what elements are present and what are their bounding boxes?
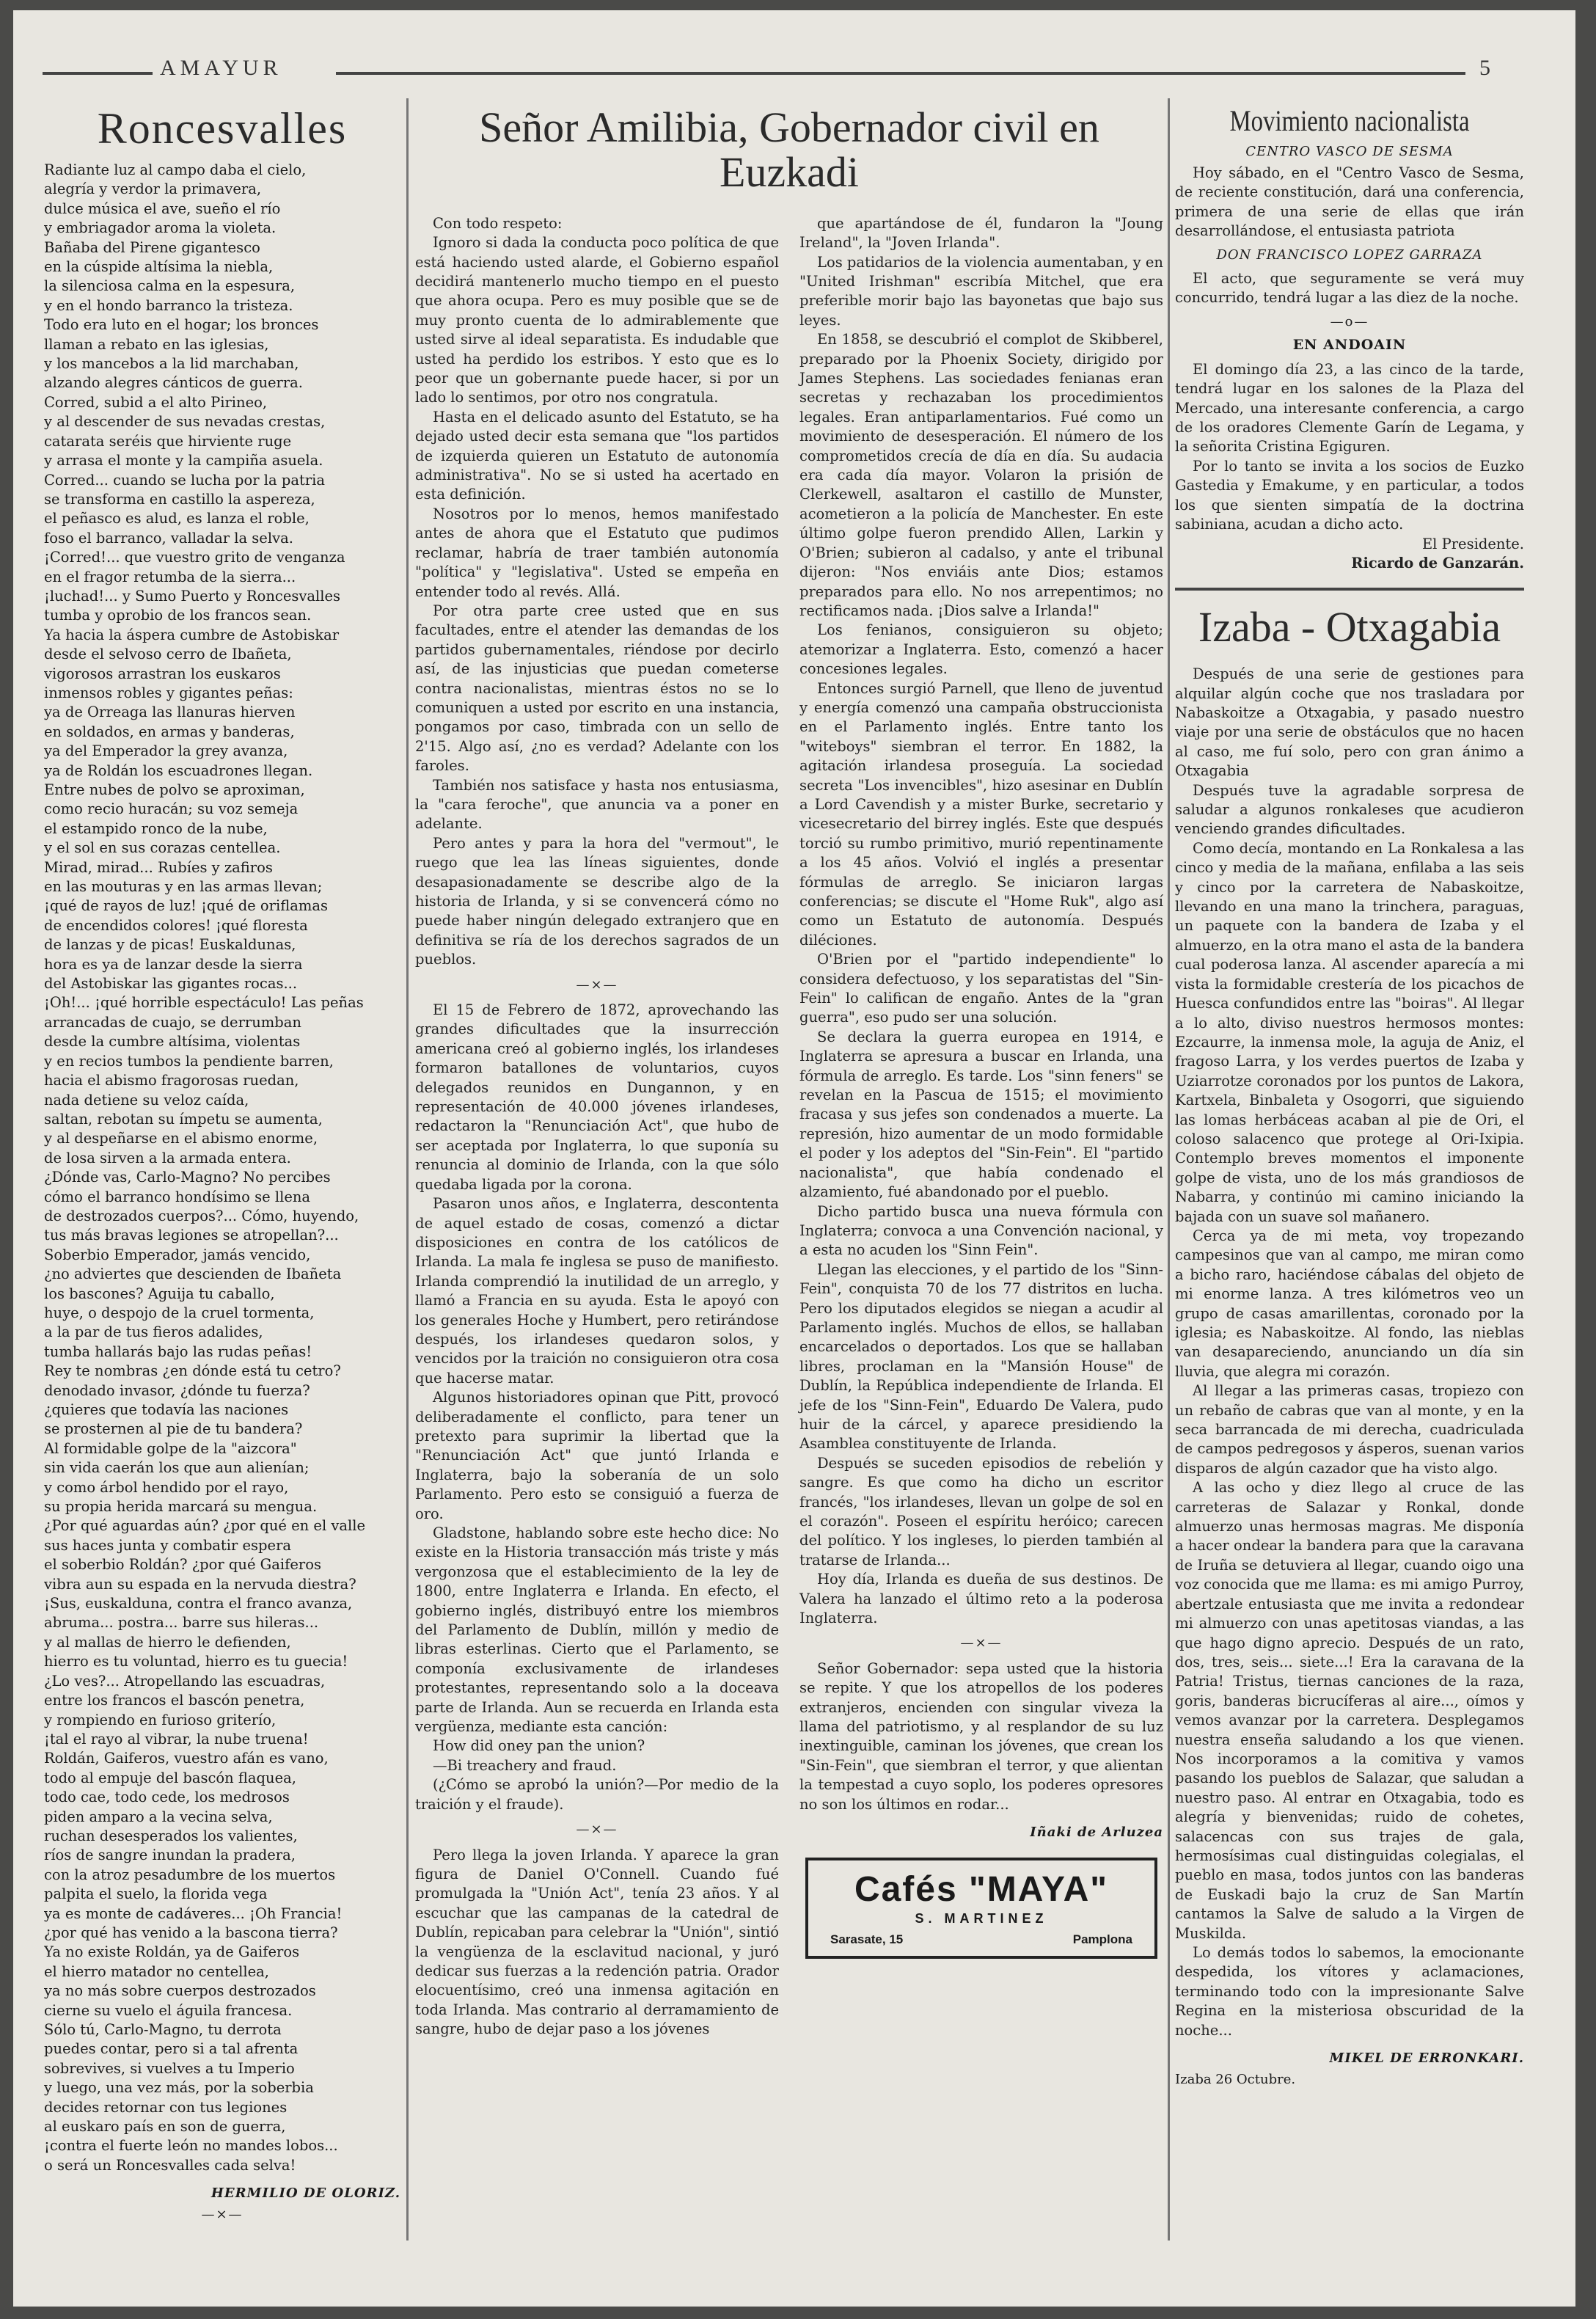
article-paragraph: El 15 de Febrero de 1872, aprovechando las grandes dificultades que la insurrección americana creó al gobierno inglés, los irlandeses formaron batallones de voluntarios, cuyos delegados reunidos en Dungannon, y en representación de 40.000 jóvenes irlandeses, redactaron la "Renunciación Act", que hubo de ser aceptada por Inglaterra, lo que suponía su renuncia al dominio de Irlanda, con la que sólo quedaba ligada por la corona. — [415, 1001, 779, 1193]
poem-verse: el soberbio Roldán? ¿por qué Gaiferos — [44, 1556, 321, 1574]
separator: —o— — [1330, 313, 1369, 329]
poem-verse: con la atroz pesadumbre de los muertos — [44, 1866, 336, 1883]
ad-brand: Cafés "MAYA" — [854, 1870, 1109, 1910]
article-paragraph: En 1858, se descubrió el complot de Skibberel, preparado por la Phoenix Society, dirigido por James Stephens. Las sociedades fenianas eran secretas y rechazaban los procedimientos legales. Eran antiparlamentarios. Fué como un movimiento de desesperación. El número de los comprometidos crecía de día en día. Su audacia era cada día mayor. Volaron la prisión de Clerkewell, asaltaron el castillo de Munster, acometieron a la policía de Manchester. En este último golpe fueron prendido Allen, Larkin y O'Brien; subieron al cadalso, y ante el tribunal dijeron: "Nos enviáis ante Dios; estamos preparados para ello. No nos arrepentimos; no rectificamos nada. ¡Dios salve a Irlanda!" — [799, 331, 1163, 619]
article-paragraph: También nos satisface y hasta nos entusiasma, la "cara feroche", que anuncia va a poner en adelante. — [415, 776, 779, 833]
ad-city: Pamplona — [1072, 1932, 1132, 1947]
sesma-paragraph-2: El acto, que seguramente se verá muy concurrido, tendrá lugar a las diez de la noche. — [1175, 270, 1524, 307]
izaba-paragraph: A las ocho y diez llego al cruce de las carreteras de Salazar y Ronkal, donde almuerzo unas hermosas magras. Me disponía a hacer ondear la bandera para que la caravana de Iruña se detuviera al llegar, cuando oigo una voz conocida que me llama: es mi amigo Purroy, abertzale entusiasta que me invita a redondear mi almuerzo con unas apetitosas viandas, a las que hago digno aprecio. Después de un rato, dos, tres, seis... siete...! Era la caravana de la Patria! Tristus, tiernas canciones de la raza, goris, banderas bicrucíferas al aire..., oímos y vemos avanzar por la carretera. Desplegamos nuestra enseña saludando a los que vienen. Nos incorporamos a la comitiva y vamos pasando los pueblos de Salazar, que saludan a nuestro paso. Al entrar en Otxagabia, todo es alegría y bienvenidas; ruido de cohetes, salacencas con sus trajes de gala, hermosísimas cual distinguidas colegialas, el pueblo en masa, todos juntos con las banderas de Euskadi bajo la cruz de San Martín cantamos la Salve de saludo a la Virgen de Muskilda. — [1175, 1479, 1524, 1942]
poem-verse: ¡tal el rayo al vibrar, la nube truena! — [44, 1730, 309, 1748]
separator: —×— — [576, 1822, 618, 1838]
article-paragraph: Hasta en el delicado asunto del Estatuto, se ha dejado usted decir esta semana que "los partidos de izquierda quieren un Estatuto de autonomía administrativa". No se si usted ha acertado en esta definición. — [415, 408, 779, 503]
poem-verse: en el fragor retumba de la sierra... — [44, 568, 296, 585]
poem-verse: desde el selvoso cerro de Ibañeta, — [44, 646, 292, 663]
izaba-paragraph: Después de una serie de gestiones para alquilar algún coche que nos trasladara por Nabaskoitze a Otxagabia, y pasado nuestro viaje por una serie de obstáculos que no hacen al caso, me fuí solo, pero con gran ánimo a Otxagabia — [1175, 665, 1524, 780]
izaba-paragraph: Lo demás todos lo sabemos, la emocionante despedida, los vítores y aclamaciones, terminando todo con la impresionante Salve Regina en la misteriosa obscuridad de la noche... — [1175, 1944, 1524, 2039]
poem-verse: cómo el barranco hondísimo se llena — [44, 1188, 311, 1205]
article-paragraph: Pero llega la joven Irlanda. Y aparece la gran figura de Daniel O'Connell. Cuando fué promulgada la "Unión Act", tenía 23 años. Y al escuchar que las campanas de la catedral de Dublín, repicaban para celebrar la "Unión", sintió la vengüenza de la esclavitud nacional, y juró dedicar sus fuerzas a la redención patria. Orador elocuentísimo, creó una inmensa agitación en toda Irlanda. Mas contrario al derramamiento de sangre, hubo de dejar paso a los jóvenes — [415, 1846, 779, 2038]
cafes-maya-advertisement — [805, 1858, 1157, 1959]
izaba-paragraph: Cerca ya de mi meta, voy tropezando campesinos que van al campo, me miran como a bicho raro, haciéndose cábalas del objeto de mi enorme lanza. A tres kilómetros veo un grupo de casas amarillentas, coronado por la iglesia; es Nabaskoitze. Al fondo, las nieblas van desapareciendo, anunciando un día sin lluvia, que alegra mi corazón. — [1175, 1227, 1524, 1380]
poem-verse: dulce música el ave, sueño el río — [44, 200, 281, 217]
article-paragraph: Dicho partido busca una nueva fórmula con Inglaterra; convoca a una Convención nacional, y a esta no acuden los "Sinn Fein". — [799, 1202, 1163, 1259]
izaba-signature: MIKEL DE ERRONKARI. — [1329, 2050, 1524, 2067]
news-column — [1175, 106, 1524, 2255]
article-right-column — [799, 214, 1163, 2039]
poem-verse: sus haces junta y combatir espera — [44, 1536, 292, 1554]
president-name: Ricardo de Ganzarán. — [1351, 554, 1524, 571]
article-right-text — [799, 214, 1163, 1814]
poem-verse: hacia el abismo fragorosas ruedan, — [44, 1072, 299, 1089]
article-paragraph: Gladstone, hablando sobre este hecho dice: No existe en la Historia transacción más triste y más vergonzosa que el establecimiento de la ley de 1800, entre Inglaterra e Irlanda. En efecto, el gobierno inglés, distribuyó entre los miembros del Parlamento de Dublín, millón y medio de libras esterlinas. Cierto que el Parlamento, se componía exclusivamente de irlandeses protestantes, representando solo a la doceava parte de Irlanda. Aun se recuerda en Irlanda esta vergüenza, mediante esta canción: — [415, 1524, 779, 1736]
poem-verse: arrancadas de cuajo, se derrumban — [44, 1013, 301, 1031]
poem-verse: hierro es tu voluntad, hierro es tu guecia! — [44, 1653, 348, 1670]
poem-verse: alegría y verdor la primavera, — [44, 180, 262, 198]
poem-verse: tumba y oprobio de los francos sean. — [44, 607, 312, 624]
poem-verse: cierne su vuelo el águila francesa. — [44, 2001, 293, 2019]
poem-verse: y el sol en sus corazas centellea. — [44, 839, 281, 857]
article-title: Señor Amilibia, Gobernador civil en Euzkadi — [479, 106, 1099, 196]
poem-verse: ¡Corred!... que vuestro grito de venganza — [44, 549, 345, 566]
poem-verse: ¡luchad!... y Sumo Puerto y Roncesvalles — [44, 587, 341, 605]
poem-verse: los bascones? Aguija tu caballo, — [44, 1285, 275, 1302]
poem-verse: su propia herida marcará su mengua. — [44, 1498, 318, 1516]
poem-verse: y arrasa el monte y la campiña asuela. — [44, 452, 323, 470]
andoain-subhead: EN ANDOAIN — [1292, 336, 1407, 353]
poem-verse: todo al empuje del bascón flaquea, — [44, 1769, 296, 1786]
poem-verse: alzando alegres cánticos de guerra. — [44, 374, 304, 392]
poem-verse: de lanzas y de picas! Euskaldunas, — [44, 936, 296, 954]
poem-verse: Rey te nombras ¿en dónde está tu cetro? — [44, 1362, 341, 1380]
poem-verse: y rompiendo en furioso griterío, — [44, 1711, 277, 1728]
poem-verse: Todo era luto en el hogar; los bronces — [44, 316, 319, 334]
andoain-paragraph: El domingo día 23, a las cinco de la tarde, tendrá lugar en los salones de la Plaza del Mercado, una interesante conferencia, a cargo de los oradores Clemente Garín de Legama, y la señorita Cristina Egiguren. — [1175, 360, 1524, 456]
poem-verse: ya no más sobre cuerpos destrozados — [44, 1982, 316, 2000]
article-paragraph: Llegan las elecciones, y el partido de los "Sinn-Fein", conquista 70 de los 77 distritos en lucha. Pero los diputados elegidos se niegan a acudir al Parlamento inglés. Muchos de ellos, se hallaban encarcelados o deportados. Los que se hallaban libres, proclaman en la "Mansión House" de Dublín, la República independiente de Irlanda. El jefe de los "Sinn-Fein", Eduardo De Valera, pudo huir de la cárcel, y aparece presidiendo la Asamblea constituyente de Irlanda. — [799, 1260, 1163, 1453]
poem-verse: vigorosos arrastran los euskaros — [44, 665, 281, 682]
poem-verse: se prosternen al pie de tu bandera? — [44, 1420, 303, 1438]
poem-verse: puedes contar, pero si a tal afrenta — [44, 2040, 299, 2058]
poem-verse: sobrevives, si vuelves a tu Imperio — [44, 2059, 295, 2077]
column-divider — [1168, 98, 1170, 2241]
poem-verses — [44, 161, 400, 2175]
poem-verse: Al formidable golpe de la "aizcora" — [44, 1439, 297, 1457]
article-paragraph: Los fenianos, consiguieron su objeto; atemorizar a Inglaterra. Esto, comenzó a hacer concesiones legales. — [799, 621, 1163, 678]
poem-verse: hora es ya de lanzar desde la sierra — [44, 955, 303, 973]
poem-verse: en la cúspide altísima la niebla, — [44, 258, 274, 276]
poem-column — [44, 106, 400, 2255]
poem-verse: desde la cumbre altísima, violentas — [44, 1033, 301, 1051]
poem-verse: Mirad, mirad... Rubíes y zafiros — [44, 858, 273, 876]
poem-verse: ya del Emperador la grey avanza, — [44, 742, 288, 760]
poem-verse: en las mouturas y en las armas llevan; — [44, 878, 323, 896]
article-paragraph: Los patidarios de la violencia aumentaban, y en "United Irishman" escribía Mitchel, que era preferible morir bajo las bayonetas que bajo sus leyes. — [799, 253, 1163, 329]
poem-signature: HERMILIO DE OLORIZ. — [211, 2185, 400, 2202]
poem-verse: foso el barranco, valladar la selva. — [44, 529, 293, 547]
article-paragraph: que apartándose de él, fundaron la "Joung Ireland", la "Joven Irlanda". — [799, 214, 1163, 252]
izaba-paragraph: Después tuve la agradable sorpresa de saludar a algunos ronkaleses que acudieron venciendo grandes dificultades. — [1175, 781, 1524, 838]
poem-verse: Ya hacia la áspera cumbre de Astobiskar — [44, 626, 340, 643]
poem-verse: Sólo tú, Carlo-Magno, tu derrota — [44, 2021, 282, 2038]
ad-owner: S. MARTINEZ — [915, 1911, 1048, 1927]
newspaper-page — [13, 10, 1575, 2307]
poem-verse: inmensos robles y gigantes peñas: — [44, 684, 293, 701]
poem-verse: y como árbol hendido por el rayo, — [44, 1478, 289, 1496]
poem-verse: ríos de sangre inundan la pradera, — [44, 1847, 296, 1864]
article-paragraph: Nosotros por lo menos, hemos manifestado antes de ahora que el Estatuto que pudimos reclamar, habría de traer también autonomía "política" y "legislativa". Usted se empeña en entender todo al revés. Allá. — [415, 505, 779, 600]
izaba-paragraph: Como decía, montando en La Ronkalesa a las cinco y media de la mañana, enfilaba a las seis y cinco por la carretera de Nabaskoitze, llevando en una mano la trinchera, paraguas, un paquete con la bandera de Izaba y el almuerzo, en la otra mano el asta de la bandera cual poderosa lanza. Al ascender aparecía a mi vista la formidable crestería de los picachos de Huesca confundidos entre las "boiras". Al llegar a lo alto, diviso nuestros hermosos montes: Ezcaurre, la inmensa mole, la aguja de Aniz, el fragoso Larra, y los verdes puertos de Izaba y Uziarrotze coronados por los puntos de Lakora, Kartxela, Binbaleta y Osogorri, que siguiendo las lomas herbáceas acaban al pie de Ori, el coloso salacenco que protege al Ori-Ixipia. Contemplo breves momentos el imponente golpe de vista, uno de los más grandiosos de Nabarra, y continúo mi camino iniciando la bajada con un suave sol mañanero. — [1175, 839, 1524, 1225]
poem-verse: como recio huracán; su voz semeja — [44, 800, 299, 818]
masthead-rule-left — [43, 72, 153, 75]
poem-verse: denodado invasor, ¿dónde tu fuerza? — [44, 1381, 310, 1399]
poem-verse: de destrozados cuerpos?... Cómo, huyendo, — [44, 1207, 359, 1224]
article-paragraph: O'Brien por el "partido independiente" lo considera defectuoso, y los separatistas del "Sin-Fein" lo califican de engaño. Antes de la "gran guerra", eso pudo ser una solución. — [799, 951, 1163, 1026]
poem-verse: abruma... postra... barre sus hileras... — [44, 1614, 319, 1632]
article-paragraph: (¿Cómo se aprobó la unión?—Por medio de la traición y el fraude). — [415, 1776, 779, 1813]
article-paragraph: Después se suceden episodios de rebelión y sangre. Es que como ha dicho un escritor francés, "los irlandeses, llevan un golpe de sol en el corazón". Poseen el espíritu heróico; carecen del político. Y los ingleses, lo pierden también al tratarse de Irlanda... — [799, 1454, 1163, 1568]
andoain-paragraph-2: Por lo tanto se invita a los socios de Euzko Gastedia y Emakume, y en particular, a todos los que sienten simpatía de la doctrina sabiniana, acudan a dicho acto. — [1175, 457, 1524, 533]
poem-verse: vibra aun su espada en la nervuda diestra? — [44, 1575, 356, 1593]
article-left-column — [415, 214, 779, 2039]
izaba-dateline: Izaba 26 Octubre. — [1175, 2072, 1296, 2088]
izaba-paragraph: Al llegar a las primeras casas, tropiezo con un rebaño de cabras que van al monte, y en la seca barrancada de mi derecha, cuadriculada de campos pedregosos y ásperos, suenan varios disparos de algún cazador que ha visto algo. — [1175, 1382, 1524, 1477]
poem-verse: Entre nubes de polvo se aproximan, — [44, 781, 305, 798]
page-number: 5 — [1479, 56, 1495, 80]
poem-verse: ¡qué de rayos de luz! ¡qué de oriflamas — [44, 897, 328, 915]
article-paragraph: Ignoro si dada la conducta poco política de que está haciendo usted alarde, el Gobierno español decidirá mantenerlo mucho tiempo en el puesto que ahora ocupa. Pero es muy posible que se de muy pronto cuenta de lo admirablemente que usted sirve al ideal separatista. Es indudable que usted ha perdido los estribos. Y esto que es lo peor que un gobernante puede hacer, si por un lado lo sentimos, por otro nos congratula. — [415, 234, 779, 406]
poem-verse: de encendidos colores! ¡qué floresta — [44, 916, 308, 934]
poem-verse: ya de Orreaga las llanuras hierven — [44, 704, 296, 721]
poem-verse: ya de Roldán los escuadrones llegan. — [44, 762, 313, 779]
poem-verse: la silenciosa calma en la espesura, — [44, 277, 296, 295]
article-paragraph: Por otra parte cree usted que en sus facultades, entre el atender las demandas de los partidos gubernamentales, riéndose por decirlo así, de las injusticias que puedan cometerse contra nacionalistas, mientras éstos no se lo comuniquen a usted por escrito en una instancia, pongamos por caso, timbrada con un sello de 2'15. Algo así, ¿no es verdad? Adelante con los faroles. — [415, 602, 779, 775]
poem-verse: y en recios tumbos la pendiente barren, — [44, 1052, 334, 1070]
poem-verse: y al mallas de hierro le defienden, — [44, 1633, 291, 1651]
poem-verse: el hierro matador no centellea, — [44, 1962, 269, 1980]
poem-verse: huye, o despojo de la cruel tormenta, — [44, 1304, 315, 1321]
poem-verse: en soldados, en armas y banderas, — [44, 723, 295, 740]
poem-verse: tus más bravas legiones se atropellan?... — [44, 1227, 339, 1244]
poem-verse: y al descender de sus nevadas crestas, — [44, 413, 326, 431]
poem-verse: y los mancebos a la lid marchaban, — [44, 355, 299, 373]
poem-verse: ¿Dónde vas, Carlo-Magno? No percibes — [44, 1169, 331, 1186]
izaba-title: Izaba - Otxagabia — [1198, 603, 1501, 651]
sesma-paragraph: Hoy sábado, en el "Centro Vasco de Sesma, de reciente constitución, dará una conferencia, primera de una serie de ellas que irán desarrollándose, el entusiasta patriota — [1175, 164, 1524, 240]
poem-verse: ¡contra el fuerte león no mandes lobos... — [44, 2137, 338, 2155]
poem-verse: ¿Por qué aguardas aún? ¿por qué en el valle — [44, 1517, 366, 1535]
poem-verse: tumba hallarás bajo las rudas peñas! — [44, 1343, 312, 1360]
poem-verse: catarata seréis que hirviente ruge — [44, 432, 292, 450]
article-paragraph: —Bi treachery and fraud. — [433, 1756, 617, 1774]
article-paragraph: Hoy día, Irlanda es dueña de sus destinos. De Valera ha lanzado el último reto a la poderosa Inglaterra. — [799, 1571, 1163, 1627]
separator: —×— — [576, 976, 618, 993]
poem-verse: ¿quieres que todavía las naciones — [44, 1401, 289, 1418]
poem-verse: se transforma en castillo la aspereza, — [44, 490, 315, 508]
poem-verse: entre los francos el bascón penetra, — [44, 1692, 305, 1709]
poem-verse: Corred... cuando se lucha por la patria — [44, 471, 325, 489]
article-paragraph: Se declara la guerra europea en 1914, e Inglaterra se apresura a buscar en Irlanda, una fórmula de arreglo. Es tarde. Los "sinn feners" se revelan en la Pascua de 1515; el movimiento fracasa y sus jefes son condenados a muerte. La represión, hizo aumentar de un modo formidable el poder y los adeptos del "Sin-Fein". El "partido nacionalista", que había condenado el alzamiento, fué abandonado por el pueblo. — [799, 1028, 1163, 1201]
poem-verse: ruchan desesperados los valientes, — [44, 1827, 298, 1844]
poem-verse: ¿Lo ves?... Atropellando las escuadras, — [44, 1672, 326, 1690]
article-paragraph: Algunos historiadores opinan que Pitt, provocó deliberadamente el conflicto, para tener un pretexto para suprimir la libertad que la "Renunciación Act" que juntó Irlanda e Inglaterra, bajo la soberanía de un solo Parlamento. Pero esto se consiguió a fuerza de oro. — [415, 1389, 779, 1522]
poem-verse: llaman a rebato en las iglesias, — [44, 335, 269, 353]
poem-verse: sin vida caerán los que aun alienían; — [44, 1459, 310, 1477]
poem-verse: Ya no existe Roldán, ya de Gaiferos — [44, 1943, 300, 1961]
sesma-subhead: CENTRO VASCO DE SESMA — [1245, 144, 1454, 159]
poem-verse: saltan, rebotan su ímpetu se aumenta, — [44, 1110, 323, 1128]
masthead-rule-right — [336, 72, 1465, 75]
separator: —×— — [960, 1635, 1003, 1651]
poem-verse: todo cae, todo cede, los medrosos — [44, 1789, 290, 1806]
poem-verse: y luego, una vez más, por la soberbia — [44, 2079, 314, 2097]
speaker-name: DON FRANCISCO LOPEZ GARRAZA — [1216, 246, 1483, 263]
article-paragraph: Con todo respeto: — [433, 214, 563, 232]
column-divider — [406, 98, 409, 2241]
poem-verse: y en el hondo barranco la tristeza. — [44, 296, 293, 314]
poem-verse: o será un Roncesvalles cada selva! — [44, 2156, 296, 2174]
president-role: El Presidente. — [1421, 535, 1524, 552]
article-paragraph: Pasaron unos años, e Inglaterra, descontenta de aquel estado de cosas, comenzó a dictar disposiciones en contra de los católicos de Irlanda. La mala fe inglesa se puso de manifiesto. Irlanda comprendió la inutilidad de un arreglo, y llamó a Francia en su ayuda. Esta le apoyó con los generales Hoche y Humbert, pero retirándose después, los irlandeses quedaron solos, y vencidos por la traición no consiguieron otra cosa que hacerse matar. — [415, 1195, 779, 1387]
poem-verse: nada detiene su veloz caída, — [44, 1091, 249, 1109]
article-column — [415, 106, 1163, 2255]
poem-verse: y al despeñarse en el abismo enorme, — [44, 1130, 318, 1147]
poem-verse: y embriagador aroma la violeta. — [44, 219, 277, 237]
movement-title: Movimiento nacionalista — [1229, 106, 1470, 137]
section-rule — [1175, 588, 1524, 591]
poem-verse: Bañaba del Pirene gigantesco — [44, 238, 260, 256]
article-paragraph: Señor Gobernador: sepa usted que la historia se repite. Y que los atropellos de los poderes extranjeros, encienden con singular viveza la llama del patriotismo, y al resplandor de su luz inextinguible, caminan los jóvenes, que crean los "Sin-Fein", que siembran el terror, y que alientan la tempestad a cuyo soplo, los poderes opresores no son los últimos en rodar... — [799, 1659, 1163, 1813]
poem-verse: al euskaro país en son de guerra, — [44, 2118, 286, 2136]
poem-verse: decides retornar con tus legiones — [44, 2098, 288, 2116]
poem-verse: ¿por qué has venido a la bascona tierra? — [44, 1924, 338, 1941]
poem-verse: Roldán, Gaiferos, vuestro afán es vano, — [44, 1750, 329, 1767]
article-signature: Iñaki de Arluzea — [1030, 1825, 1163, 1841]
masthead-name: AMAYUR — [160, 56, 282, 80]
article-paragraph: Pero antes y para la hora del "vermout", le ruego que lea las líneas siguientes, donde desapasionadamente se describe algo de la historia de Irlanda, y si se convencerá cómo no puede haber ningún delegado extranjero que en definitiva se ría de los derechos sagrados de un pueblos. — [415, 834, 779, 968]
izaba-article-body — [1175, 665, 1524, 2040]
poem-verse: del Astobiskar las gigantes rocas... — [44, 975, 298, 993]
poem-verse: Radiante luz al campo daba el cielo, — [44, 161, 307, 178]
poem-title: Roncesvalles — [97, 106, 348, 153]
poem-verse: de losa sirven a la armada entera. — [44, 1149, 291, 1166]
masthead — [43, 56, 1531, 85]
poem-verse: ¡Oh!... ¡qué horrible espectáculo! Las peñas — [44, 994, 364, 1012]
article-paragraph: How did oney pan the union? — [433, 1737, 645, 1755]
poem-verse: a la par de tus fieros adalides, — [44, 1323, 263, 1341]
poem-verse: ¿no adviertes que descienden de Ibañeta — [44, 1266, 342, 1283]
poem-verse: Soberbio Emperador, jamás vencido, — [44, 1246, 311, 1263]
poem-verse: palpita el suelo, la florida vega — [44, 1885, 268, 1903]
poem-verse: el estampido ronco de la nube, — [44, 819, 268, 837]
poem-verse: ya es monte de cadáveres... ¡Oh Francia! — [44, 1904, 343, 1922]
poem-verse: piden amparo a la vecina selva, — [44, 1808, 273, 1825]
poem-verse: el peñasco es alud, es lanza el roble, — [44, 510, 310, 527]
end-mark: —×— — [201, 2207, 244, 2223]
ad-address: Sarasate, 15 — [830, 1932, 904, 1947]
poem-verse: ¡Sus, euskalduna, contra el franco avanza, — [44, 1595, 353, 1613]
poem-verse: Corred, subid a el alto Pirineo, — [44, 393, 268, 411]
article-paragraph: Entonces surgió Parnell, que lleno de juventud y energía comenzó una campaña obstruccionista en el Parlamento inglés. Entre tanto los "witeboys" siembran el terror. En 1882, la agitación irlandesa proseguía. La sociedad secreta "Los invencibles", hizo asesinar en Dublín a Lord Cavendish y a mister Burke, secretario y vicesecretario del birrey inglés. Este que después torció su rumbo primitivo, murió repentinamente a los 45 años. Volvió el inglés a presentar fórmulas de arreglo. Se iniciaron largas conferencias; se discute el "Home Ruk", algo así como un Estatuto de autonomía. Después diléciones. — [799, 679, 1163, 949]
